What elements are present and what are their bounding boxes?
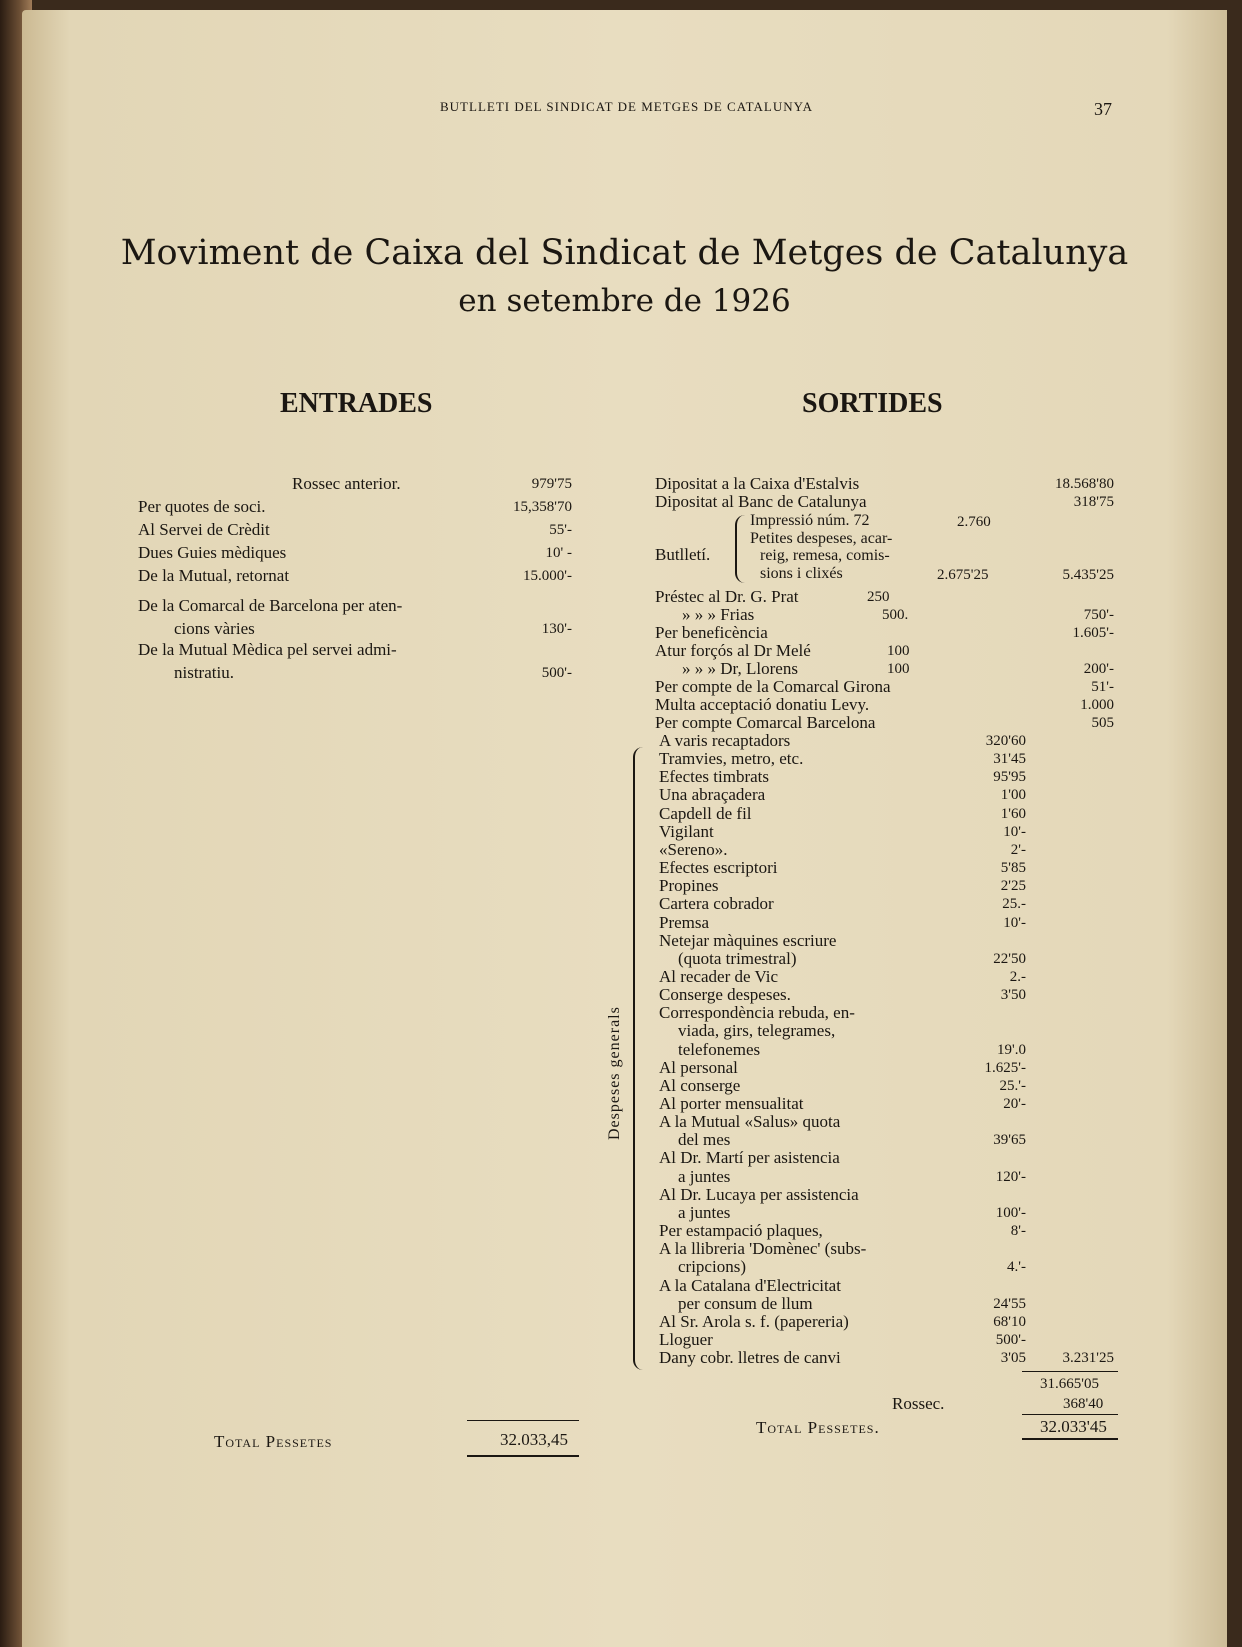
prestec-value-2: 500. [882, 607, 909, 623]
butlleti-value-2: 2.675'25 [937, 567, 989, 583]
butlleti-value-1: 2.760 [957, 514, 991, 530]
entrades-total-value: 32.033,45 [500, 1430, 568, 1449]
despesa-value: 500'- [995, 1331, 1026, 1348]
despesa-label: Capdell de fil [659, 803, 752, 823]
page-subtitle: en setembre de 1926 [458, 283, 791, 319]
sortides-total-label: Total Pessetes. [756, 1418, 880, 1437]
despesa-value: 2.- [1009, 968, 1026, 985]
sortides-total-rule-bottom [1022, 1438, 1118, 1440]
atur-line-1: Atur forçós al Dr Melé [655, 641, 811, 660]
despesa-value: 19'.0 [997, 1041, 1026, 1058]
despesa-label: Al conserge [659, 1075, 741, 1095]
entrades-row-label: De la Mutual Mèdica pel servei admi- [138, 640, 397, 659]
despesa-label: Dany cobr. lletres de canvi [659, 1348, 841, 1368]
entrades-row-value: 15,358'70 [513, 499, 572, 515]
despesa-label: A varis recaptadors [659, 731, 791, 750]
sortides-row-total: 51'- [1091, 679, 1114, 695]
despesa-label: Premsa [659, 912, 710, 932]
atur-total: 200'- [1083, 661, 1114, 677]
beneficencia-total: 1.605'- [1072, 625, 1114, 641]
sortides-row-total: 505 [1091, 715, 1114, 731]
despesa-label: Al personal [659, 1057, 738, 1077]
despesa-value: 1'00 [1000, 787, 1026, 804]
despesa-label: telefonemes [678, 1039, 761, 1059]
despesa-value: 1'60 [1000, 805, 1026, 822]
entrades-total-label: Total Pessetes [214, 1432, 333, 1451]
despesa-label: Cartera cobrador [659, 894, 774, 914]
despesa-value: 20'- [1003, 1096, 1026, 1112]
despesa-label: Vigilant [659, 821, 714, 841]
despesa-value: 10'- [1003, 914, 1026, 931]
despesa-value: 3'05 [1000, 1350, 1026, 1367]
despesa-value: 2'- [1010, 841, 1026, 858]
despesa-label: a juntes [678, 1202, 731, 1222]
sortides-row-label: Dipositat a la Caixa d'Estalvis [655, 474, 860, 493]
despesa-value: 68'10 [993, 1313, 1026, 1330]
sortides-total-rule-top [1022, 1414, 1118, 1415]
document-page [22, 10, 1227, 1647]
entrades-row-label: De la Comarcal de Barcelona per aten- [138, 596, 403, 615]
despesa-label: Propines [659, 876, 719, 896]
despesa-label: Al recader de Vic [659, 966, 779, 986]
despesa-value: 2'25 [1000, 878, 1026, 895]
despesa-value: 100'- [995, 1204, 1026, 1221]
despesa-label: per consum de llum [678, 1293, 813, 1313]
despesa-value: 24'55 [993, 1295, 1026, 1312]
despesa-value: 25.'- [999, 1077, 1026, 1094]
despesa-label: Tramvies, metro, etc. [659, 749, 804, 769]
entrades-row-label: Per quotes de soci. [138, 497, 266, 516]
despesa-value: 31'45 [993, 751, 1026, 768]
despesa-label: «Sereno». [659, 839, 728, 859]
despesa-label: cripcions) [678, 1257, 746, 1277]
entrades-row-value: 500'- [541, 665, 572, 681]
sortides-row-total: 1.000 [1080, 697, 1114, 713]
despesa-label: Conserge despeses. [659, 985, 791, 1005]
despesa-value: 120'- [995, 1168, 1026, 1185]
despeses-total: 3.231'25 [1062, 1350, 1114, 1367]
butlleti-line: Petites despeses, acar- [750, 530, 893, 547]
prestec-total: 750'- [1083, 607, 1114, 623]
sortides-total-value: 32.033'45 [1040, 1417, 1107, 1436]
butlleti-line: sions i clixés [760, 565, 843, 582]
despesa-label: Netejar màquines escriure [659, 930, 837, 950]
despesa-label: (quota trimestral) [678, 948, 797, 968]
sortides-subtotal-rule [1022, 1371, 1118, 1372]
sortides-row-total: 18.568'80 [1055, 476, 1114, 492]
despesa-label: viada, girs, telegrames, [678, 1021, 836, 1041]
despesa-label: Efectes timbrats [659, 767, 769, 787]
butlleti-label: Butlletí. [655, 545, 711, 564]
entrades-row-label: Al Servei de Crèdit [138, 520, 270, 539]
entrades-row-label-cont: nistratiu. [174, 663, 234, 682]
despesa-value: 320'60 [985, 733, 1026, 749]
page-number: 37 [1094, 99, 1112, 119]
prestec-value-1: 250 [867, 589, 890, 605]
entrades-row-value: 55'- [549, 522, 572, 538]
despesa-label: A la llibreria 'Domènec' (subs- [659, 1239, 867, 1259]
entrades-total-rule-top [467, 1420, 579, 1421]
despesa-label: Per estampació plaques, [659, 1221, 823, 1241]
despesa-value: 22'50 [993, 950, 1026, 967]
sortides-subtotal: 31.665'05 [1040, 1376, 1099, 1392]
entrades-row-label: De la Mutual, retornat [138, 566, 290, 585]
despeses-brace [633, 747, 645, 1370]
butlleti-total: 5.435'25 [1062, 567, 1114, 583]
beneficencia-label: Per beneficència [655, 623, 768, 642]
despesa-value: 3'50 [1000, 987, 1026, 1004]
despesa-label: Al Sr. Arola s. f. (papereria) [659, 1311, 849, 1331]
despesa-label: Al Dr. Martí per asistencia [659, 1148, 840, 1168]
entrades-heading: ENTRADES [280, 388, 433, 419]
despesa-value: 5'85 [1000, 860, 1026, 877]
sortides-row-total: 318'75 [1073, 494, 1114, 510]
sortides-row-label: Per compte de la Comarcal Girona [655, 677, 891, 696]
entrades-row-label: Rossec anterior. [292, 474, 401, 493]
despesa-label: a juntes [678, 1166, 731, 1186]
despesa-value: 1.625'- [984, 1059, 1026, 1076]
despesa-label: del mes [678, 1130, 731, 1150]
despesa-label: Al porter mensualitat [659, 1094, 804, 1113]
page-title: Moviment de Caixa del Sindicat de Metges de Catalunya [120, 233, 1129, 273]
despesa-value: 95'95 [993, 769, 1026, 786]
atur-value-1: 100 [887, 643, 910, 659]
sortides-heading: SORTIDES [802, 388, 943, 419]
despesa-value: 10'- [1003, 823, 1026, 840]
atur-line-2: » » » Dr, Llorens [682, 659, 798, 678]
sortides-row-label: Per compte Comarcal Barcelona [655, 713, 876, 732]
despesa-label: Correspondència rebuda, en- [659, 1003, 855, 1023]
entrades-row-value: 15.000'- [523, 568, 572, 584]
entrades-row-value: 130'- [541, 621, 572, 637]
despesa-value: 8'- [1010, 1223, 1026, 1240]
butlleti-brace [735, 515, 745, 583]
prestec-line-2: » » » Frias [682, 605, 755, 624]
atur-value-2: 100 [887, 661, 910, 677]
entrades-row-value: 979'75 [531, 476, 572, 492]
butlleti-line: reig, remesa, comis- [760, 547, 890, 564]
despeses-generals-label: Despeses generals [606, 1006, 623, 1140]
despesa-label: A la Catalana d'Electricitat [659, 1275, 841, 1295]
entrades-row-label-cont: cions vàries [174, 619, 255, 638]
sortides-row-label: Dipositat al Banc de Catalunya [655, 492, 867, 511]
sortides-row-label: Multa acceptació donatiu Levy. [655, 695, 870, 714]
prestec-line-1: Préstec al Dr. G. Prat [655, 587, 799, 606]
despesa-value: 39'65 [993, 1132, 1026, 1149]
butlleti-line: Impressió núm. 72 [750, 512, 870, 529]
running-header: BUTLLETI DEL SINDICAT DE METGES DE CATALUNYA [440, 99, 813, 114]
entrades-total-rule-bottom [467, 1455, 579, 1457]
despesa-label: A la Mutual «Salus» quota [659, 1112, 841, 1132]
rossec-label: Rossec. [892, 1394, 945, 1413]
despesa-label: Al Dr. Lucaya per assistencia [659, 1184, 859, 1204]
rossec-value: 368'40 [1063, 1396, 1104, 1412]
despesa-label: Efectes escriptori [659, 858, 778, 878]
despesa-value: 4.'- [1007, 1259, 1026, 1276]
entrades-row-value: 10' - [545, 545, 572, 561]
despesa-label: Una abraçadera [659, 785, 766, 805]
despesa-label: Lloguer [659, 1329, 713, 1349]
despesa-value: 25.- [1002, 896, 1026, 913]
entrades-row-label: Dues Guies mèdiques [138, 543, 287, 562]
